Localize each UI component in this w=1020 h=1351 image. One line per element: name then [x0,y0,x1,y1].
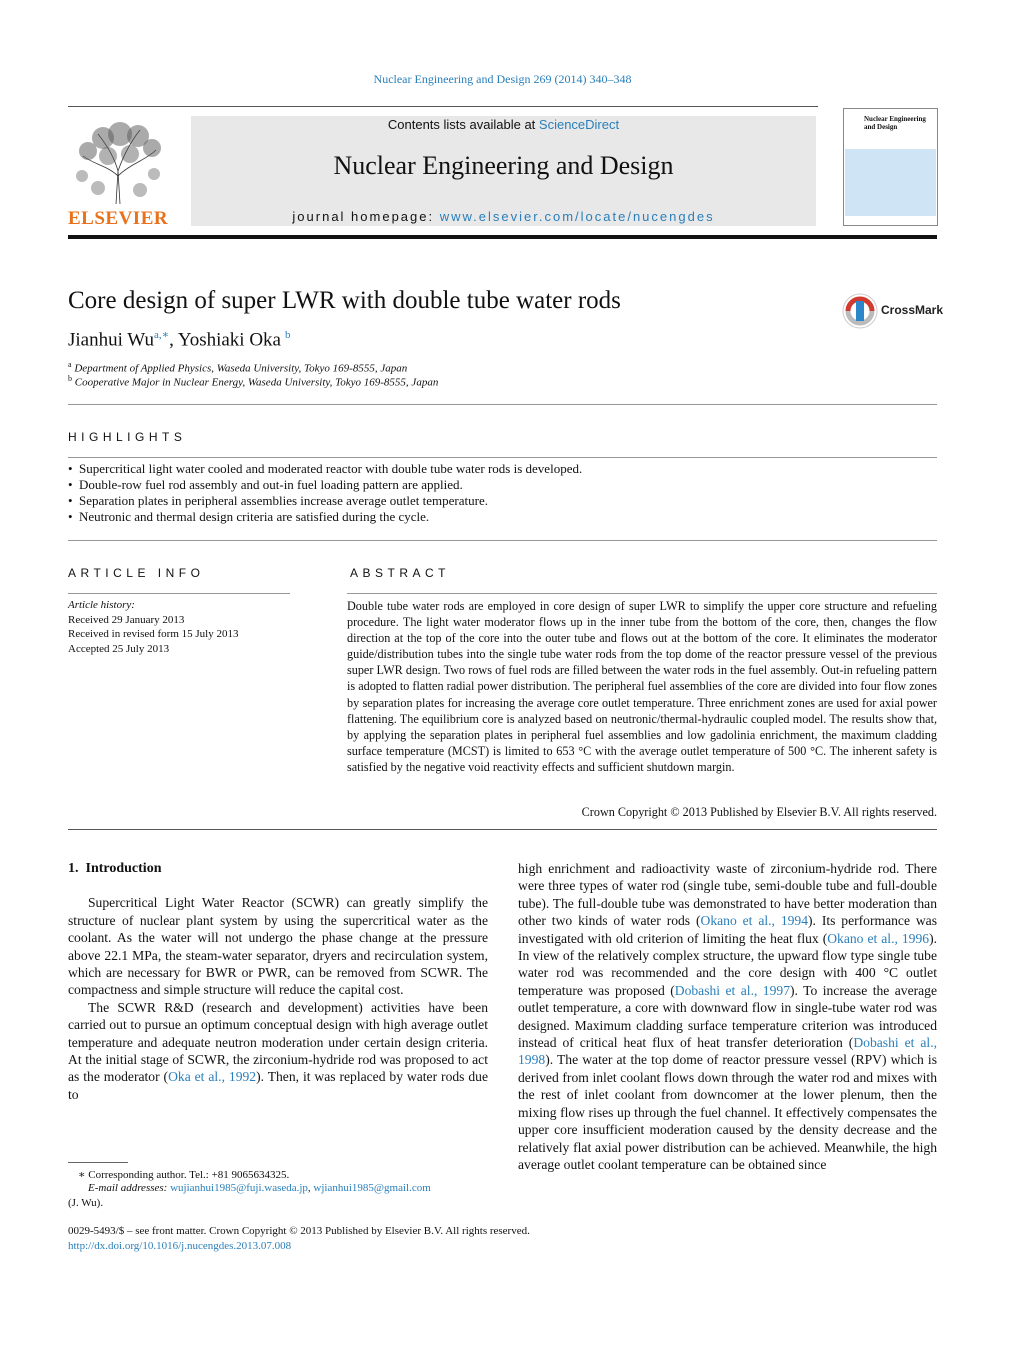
bullet-icon: • [68,461,73,476]
highlights-bottom-rule [68,540,937,541]
author-oka-affil-mark[interactable]: b [284,329,291,341]
section-heading: 1. Introduction [68,861,162,876]
affiliation-b [68,374,438,389]
email-separator: , [307,1182,314,1194]
issn-line: 0029-5493/$ – see front matter. Crown Copyright © 2013 Published by Elsevier B.V. All rights reserved. [68,1225,530,1237]
accepted-date: Accepted 25 July 2013 [68,642,170,655]
author-separator: , [169,329,178,351]
intro-cont-d: ). To increase the average outlet temperature, a core with downward flow in single-tube water rod was designed. Maximum cladding surface temperature criterion was introduced instead of critical heat flux of heat transfer deterioration ( [518,982,937,1051]
footnote-corresponding-text: Corresponding author. Tel.: +81 9065634325. [85,1169,290,1181]
highlight-text: Neutronic and thermal design criteria are satisfied during the cycle. [79,509,430,524]
crossmark-label[interactable]: CrossMark [881,303,944,317]
crossmark-icon[interactable] [841,292,879,330]
journal-title: Nuclear Engineering and Design [333,151,674,180]
intro-paragraph-continued [518,860,937,1173]
email-link-waseda[interactable]: wujianhui1985@fuji.waseda.jp [170,1182,308,1194]
homepage-link[interactable]: www.elsevier.com/locate/nucengdes [439,209,715,224]
affil-a-text: Department of Applied Physics, Waseda University, Tokyo 169-8555, Japan [74,362,408,375]
left-column [68,860,488,1103]
journal-cover-thumbnail[interactable] [843,108,938,226]
bullet-icon: • [68,509,73,524]
intro-cont-b: ). Its performance was investigated with old criterion of limiting the heat flux ( [518,913,937,946]
journal-citation[interactable]: Nuclear Engineering and Design 269 (2014) 340–348 [373,72,632,86]
footnote-who: (J. Wu). [68,1197,104,1209]
email-label: E-mail addresses: [88,1182,171,1194]
revised-date: Received in revised form 15 July 2013 [68,628,239,640]
abstract-heading: ABSTRACT [350,566,451,580]
highlight-item [68,493,488,509]
article-info-heading: ARTICLE INFO [68,566,205,580]
article-history [68,598,238,656]
bullet-icon: • [68,493,73,508]
doi-link[interactable]: http://dx.doi.org/10.1016/j.nucengdes.2013.07.008 [68,1240,292,1252]
intro-paragraph-2 [68,999,488,1103]
elsevier-wordmark: ELSEVIER [68,208,169,229]
highlight-text: Double-row fuel rod assembly and out-in fuel loading pattern are applied. [79,477,463,492]
footnote-star: ∗ [78,1169,86,1181]
affil-a-mark: a [68,360,72,369]
homepage-prefix: journal homepage: [292,209,440,224]
author-list [68,328,290,351]
contents-prefix: Contents lists available at [387,117,539,132]
author-wu-affil-mark[interactable]: a,∗ [153,329,170,341]
sciencedirect-link[interactable]: ScienceDirect [538,117,620,132]
footnote-corresponding [78,1168,289,1181]
email-link-gmail[interactable]: wjianhui1985@gmail.com [313,1182,431,1194]
ref-okano-1994[interactable]: Okano et al., 1994 [700,913,809,929]
right-column [518,860,937,1173]
intro-cont-c: ). In view of the relatively complex structure, the upward flow type single tube water rod was recommended and the core design with 400 °C outlet temperature was proposed ( [518,930,937,998]
intro-paragraph-1: Supercritical Light Water Reactor (SCWR) can greatly simplify the structure of nuclear plant system by using the supercritical water as the coolant. As the water will not undergo the phase change at the pressure above 22.1 MPa, the steam-water separator, dryers and recirculation system, which are necessary for BWR or PWR, can be removed from SCWR. The compactness and simple structure will reduce the capital cost. [68,895,488,998]
intro-cont-a: high enrichment and radioactivity waste of zirconium-hydride rod. There were three types of water rod (single tube, semi-double tube and full-double tube). The full-double tube was demonstrated to have better moderation than other two kinds of water rods ( [518,861,937,929]
abstract-text: Double tube water rods are employed in core design of super LWR to simplify the upper core structure and refueling procedure. The light water moderator flows up in the inner tube from the bottom of the core, then, changes the flow direction at the top of the core into the outer tube and flows out at the bottom of the core. It eliminates the moderator guide/distribution tubes into the single tube water rods from the top dome of the reactor pressure vessel of the previous super LWR design. Two rows of fuel rods are filled between the water rods in the fuel assembly. Out-in refueling pattern is adopted to flatten radial power distribution. The peripheral fuel assemblies of the core are divided into four flow zones by separation plates for increasing the average core outlet temperature. Three enrichment zones are used for axial power flattening. The equilibrium core is analyzed based on neutronic/thermal-hydraulic coupled model. The results show that, by applying the separation plates in peripheral fuel assemblies and low gadolinia enrichment, the maximum cladding surface temperature (MCST) is limited to 653 °C with the average outlet temperature of 500 °C. The inherent safety is satisfied by the negative void reactivity effects and sufficient shutdown margin. [347,599,937,774]
abstract-bottom-rule [68,829,937,830]
ref-oka-1992[interactable]: Oka et al., 1992 [168,1069,257,1085]
rule-after-affil [68,404,937,405]
bullet-icon: • [68,477,73,492]
header-thick-rule [68,235,937,239]
ref-dobashi-1998[interactable]: Dobashi et al., 1998 [518,1035,938,1068]
affil-b-mark: b [68,374,72,383]
footnote-emails [88,1182,431,1194]
footnote-rule [68,1162,128,1163]
abstract-rule [347,593,937,594]
highlight-text: Supercritical light water cooled and moderated reactor with double tube water rods is developed. [79,461,583,476]
journal-homepage [191,209,816,224]
highlight-item [68,477,463,493]
ref-dobashi-1997[interactable]: Dobashi et al., 1997 [674,982,790,998]
highlight-text: Separation plates in peripheral assemblies increase average outlet temperature. [79,493,488,508]
intro-cont-e: ). The water at the top dome of reactor pressure vessel (RPV) which is derived from inlet coolant flows down through the water rod and mixes with the rest of inlet coolant from downcomer at the lower plenum, then the mixing flow rises up through the fuel channel. It effectively compensates the upper core insufficient moderation caused by the density decrease and the relatively flat axial power distribution can be achieved. Meanwhile, the high average outlet coolant temperature can be obtained since [518,1052,937,1172]
highlight-item [68,509,429,525]
highlight-item [68,461,582,477]
highlights-top-rule [68,457,937,458]
cover-title: Nuclear Engineering and Design [864,115,926,131]
article-info-rule [68,593,290,594]
intro-p2-text-b: ). Then, it was replaced by water rods due to [68,1069,488,1102]
affil-b-text: Cooperative Major in Nuclear Energy, Waseda University, Tokyo 169-8555, Japan [74,376,439,389]
article-title: Core design of super LWR with double tube water rods [68,287,621,314]
ref-okano-1996[interactable]: Okano et al., 1996 [827,930,930,946]
intro-p2-text-a: The SCWR R&D (research and development) activities have been carried out to pursue an optimum conceptual design with high average outlet temperature and adequate neutron moderation under certain design criteria. At the initial stage of SCWR, the zirconium-hydride rod was proposed to act as the moderator ( [68,999,488,1085]
affiliation-a [68,360,407,375]
author-oka: Yoshiaki Oka [177,329,281,351]
header-top-rule [68,106,818,107]
history-label: Article history: [68,599,135,611]
author-wu: Jianhui Wu [68,329,154,351]
abstract-copyright: Crown Copyright © 2013 Published by Elsevier B.V. All rights reserved. [581,805,937,819]
cover-blue-panel [845,149,936,216]
received-date: Received 29 January 2013 [68,613,185,626]
highlights-heading: HIGHLIGHTS [68,430,187,444]
contents-line [191,117,816,132]
